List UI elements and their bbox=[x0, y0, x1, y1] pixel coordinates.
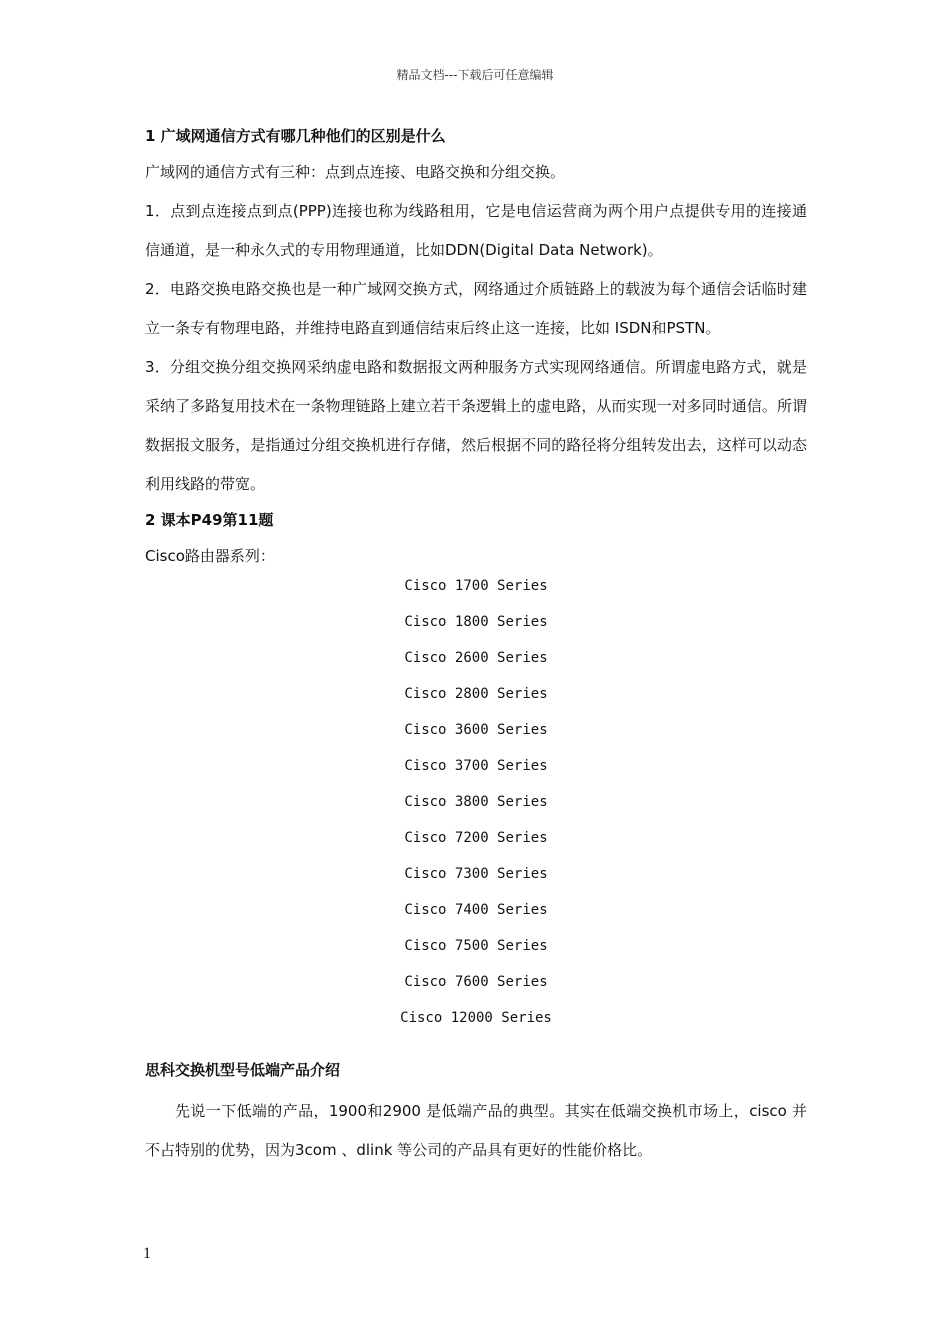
series-item: Cisco 3700 Series bbox=[404, 758, 548, 774]
section-2-intro: Cisco路由器系列： bbox=[145, 547, 275, 565]
series-item: Cisco 7600 Series bbox=[404, 974, 548, 990]
series-item: Cisco 7400 Series bbox=[404, 902, 548, 918]
section-1-item-2: 2．电路交换电路交换也是一种广域网交换方式，网络通过介质链路上的载波为每个通信会话临时建立一条专有物理电路，并维持电路直到通信结束后终止这一连接，比如 ISDN和PSTN。 bbox=[145, 280, 807, 337]
series-item: Cisco 1700 Series bbox=[404, 578, 548, 594]
series-item: Cisco 1800 Series bbox=[404, 614, 548, 630]
series-item: Cisco 7200 Series bbox=[404, 830, 548, 846]
page-number: 1 bbox=[143, 1245, 151, 1262]
series-item: Cisco 12000 Series bbox=[400, 1010, 552, 1026]
cisco-router-series-list bbox=[145, 574, 807, 1042]
section-2-title: 2 课本P49第11题 bbox=[145, 511, 274, 529]
section-1-intro: 广域网的通信方式有三种：点到点连接、电路交换和分组交换。 bbox=[145, 163, 566, 181]
document-body bbox=[145, 124, 807, 1170]
series-item: Cisco 7500 Series bbox=[404, 938, 548, 954]
series-item: Cisco 3800 Series bbox=[404, 794, 548, 810]
section-3-paragraph: 先说一下低端的产品，1900和2900 是低端产品的典型。其实在低端交换机市场上，cisco 并不占特别的优势，因为3com 、dlink 等公司的产品具有更好的性能价格比。 bbox=[145, 1102, 807, 1159]
page-header: 精品文档---下载后可任意编辑 bbox=[396, 68, 554, 82]
series-item: Cisco 7300 Series bbox=[404, 866, 548, 882]
section-1-title: 1 广域网通信方式有哪几种他们的区别是什么 bbox=[145, 127, 446, 145]
series-item: Cisco 2600 Series bbox=[404, 650, 548, 666]
section-1-item-3: 3．分组交换分组交换网采纳虚电路和数据报文两种服务方式实现网络通信。所谓虚电路方式，就是采纳了多路复用技术在一条物理链路上建立若干条逻辑上的虚电路，从而实现一对多同时通信。所谓数据报文服务，是指通过分组交换机进行存储，然后根据不同的路径将分组转发出去，这样可以动态利用线路的带宽。 bbox=[145, 358, 807, 493]
section-3-title: 思科交换机型号低端产品介绍 bbox=[145, 1061, 341, 1079]
series-item: Cisco 2800 Series bbox=[404, 686, 548, 702]
series-item: Cisco 3600 Series bbox=[404, 722, 548, 738]
section-1-item-1: 1．点到点连接点到点(PPP)连接也称为线路租用，它是电信运营商为两个用户点提供专用的连接通信通道，是一种永久式的专用物理通道，比如DDN(Digital Data Network)。 bbox=[145, 202, 807, 259]
